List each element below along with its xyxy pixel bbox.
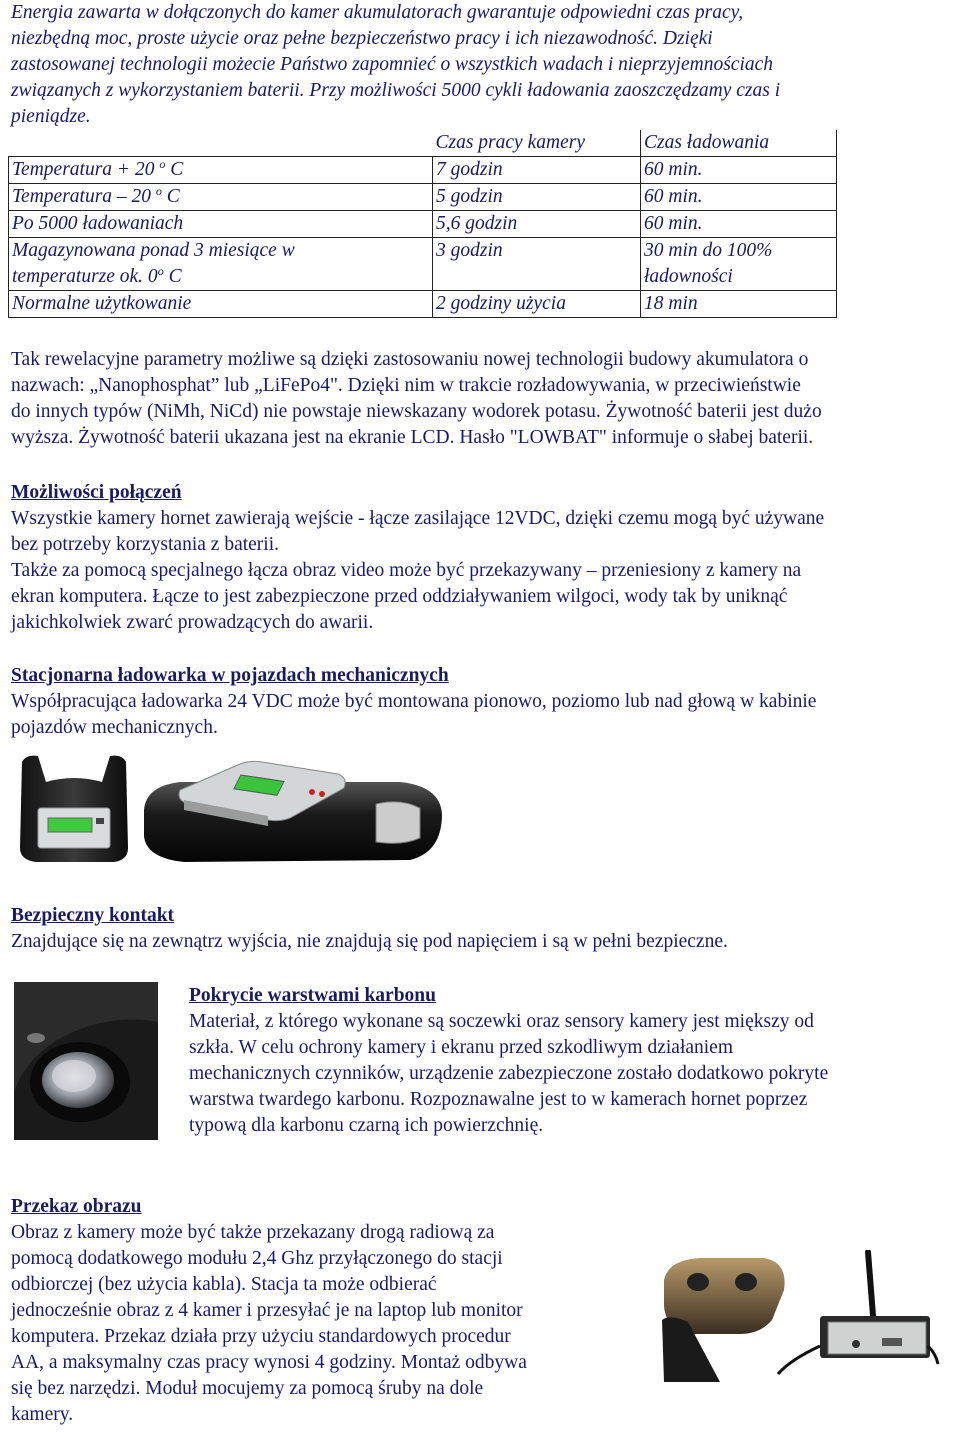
transfer-section	[11, 1194, 651, 1428]
paragraph-line: do innych typów (NiMh, NiCd) nie powstaje niewskazany wodorek potasu. Żywotność baterii jest dużo	[11, 401, 822, 422]
intro-line: pieniądze.	[11, 106, 91, 127]
paragraph-line: szkła. W celu ochrony kamery i ekranu przed szkodliwym działaniem	[189, 1037, 734, 1058]
paragraph-line: warstwa twardego karbonu. Rozpoznawalne jest to w kamerach hornet poprzez	[189, 1089, 808, 1110]
paragraph-line: kamery.	[11, 1404, 74, 1425]
paragraph-line: komputera. Przekaz działa przy użyciu standardowych procedur	[11, 1326, 511, 1347]
table-row	[9, 184, 837, 211]
charger-upright-image	[16, 752, 132, 864]
table-header-row	[9, 130, 837, 157]
paragraph-line: mechanicznych czynników, urządzenie zabezpieczone zostało dodatkowo pokryte	[189, 1063, 829, 1084]
table-cell-work-time: 5,6 godzin	[433, 211, 641, 238]
paragraph-line: Współpracująca ładowarka 24 VDC może być montowana pionowo, poziomo lub nad głową w kabinie	[11, 691, 817, 712]
paragraph-line: odbiorczej (bez użycia kabla). Stacja ta może odbierać	[11, 1274, 437, 1295]
table-cell-condition: Normalne użytkowanie	[9, 291, 433, 318]
table-header-cell: Czas pracy kamery	[433, 130, 641, 157]
table-cell-work-time: 7 godzin	[433, 157, 641, 184]
table-row	[9, 238, 837, 291]
table-cell-charge-time: 60 min.	[641, 157, 837, 184]
section-heading: Przekaz obrazu	[11, 1196, 142, 1217]
section-heading: Możliwości połączeń	[11, 482, 182, 503]
connections-section	[11, 480, 956, 636]
paragraph-line: się bez narzędzi. Moduł mocujemy za pomocą śruby na dole	[11, 1378, 484, 1399]
paragraph-line: bez potrzeby korzystania z baterii.	[11, 534, 280, 555]
paragraph-line: Obraz z kamery może być także przekazany drogą radiową za	[11, 1222, 495, 1243]
table-cell-condition: Magazynowana ponad 3 miesiące w temperaturze ok. 0$^o$ C	[9, 238, 433, 291]
intro-line: związanych z wykorzystaniem baterii. Przy możliwości 5000 cykli ładowania zaoszczędzamy czas i	[11, 80, 781, 101]
section-heading: Pokrycie warstwami karbonu	[189, 985, 436, 1006]
paragraph-line: Materiał, z którego wykonane są soczewki oraz sensory kamery jest miększy od	[189, 1011, 814, 1032]
carbon-section	[189, 983, 949, 1139]
section-heading: Stacjonarna ładowarka w pojazdach mechanicznych	[11, 665, 449, 686]
paragraph-line: jakichkolwiek zwarć prowadzących do awarii.	[11, 612, 374, 633]
paragraph-line: Znajdujące się na zewnątrz wyjścia, nie znajdują się pod napięciem i są w pełni bezpieczne.	[11, 931, 728, 952]
paragraph-line: ekran komputera. Łącze to jest zabezpieczone przed oddziaływaniem wilgoci, wody tak by uniknąć	[11, 586, 788, 607]
section-heading: Bezpieczny kontakt	[11, 905, 175, 926]
table-cell-work-time: 3 godzin	[433, 238, 641, 291]
carbon-lens-image	[14, 982, 158, 1140]
table-cell-work-time: 2 godziny użycia	[433, 291, 641, 318]
table-row	[9, 291, 837, 318]
intro-line: niezbędną moc, proste użycie oraz pełne bezpieczeństwo pracy i ich niezawodność. Dzięki	[11, 28, 713, 49]
table-cell-charge-time: 60 min.	[641, 211, 837, 238]
paragraph-line: nazwach: „Nanophosphat” lub „LiFePo4". Dzięki nim w trakcie rozładowywania, w przeciwieństwie	[11, 375, 801, 396]
paragraph-line: jednocześnie obraz z 4 kamer i przesyłać je na laptop lub monitor	[11, 1300, 523, 1321]
table-cell-condition: Po 5000 ładowaniach	[9, 211, 433, 238]
paragraph-line: Także za pomocą specjalnego łącza obraz video może być przekazywany – przeniesiony z kamery na	[11, 560, 802, 581]
battery-spec-table	[8, 130, 837, 318]
intro-line: Energia zawarta w dołączonych do kamer akumulatorach gwarantuje odpowiedni czas pracy,	[11, 2, 744, 23]
table-cell-charge-time: 18 min	[641, 291, 837, 318]
table-header-cell: Czas ładowania	[641, 130, 837, 157]
paragraph-line: typową dla karbonu czarną ich powierzchnię.	[189, 1115, 544, 1136]
paragraph-line: pojazdów mechanicznych.	[11, 717, 218, 738]
paragraph-line: wyższa. Żywotność baterii ukazana jest na ekranie LCD. Hasło "LOWBAT" informuje o słabej baterii.	[11, 427, 814, 448]
table-cell-charge-time: 30 min do 100% ładowności	[641, 238, 837, 291]
table-cell-condition: Temperatura + 20 $^o$ C	[9, 157, 433, 184]
intro-paragraph	[11, 0, 956, 130]
technology-paragraph	[11, 347, 956, 451]
charger-section	[11, 663, 956, 741]
paragraph-line: Tak rewelacyjne parametry możliwe są dzięki zastosowaniu nowej technologii budowy akumulatora o	[11, 349, 809, 370]
table-row	[9, 211, 837, 238]
charger-horizontal-image	[140, 752, 446, 872]
paragraph-line: Wszystkie kamery hornet zawierają wejście - łącze zasilające 12VDC, dzięki czemu mogą być używane	[11, 508, 825, 529]
table-header-cell	[9, 130, 433, 157]
paragraph-line: AA, a maksymalny czas pracy wynosi 4 godziny. Montaż odbywa	[11, 1352, 527, 1373]
table-cell-charge-time: 60 min.	[641, 184, 837, 211]
intro-line: zastosowanej technologii możecie Państwo zapomnieć o wszystkich wadach i nieprzyjemnościach	[11, 54, 774, 75]
safe-contact-section	[11, 903, 956, 955]
table-cell-work-time: 5 godzin	[433, 184, 641, 211]
paragraph-line: pomocą dodatkowego modułu 2,4 Ghz przyłączonego do stacji	[11, 1248, 503, 1269]
wireless-transmitter-image	[660, 1250, 944, 1382]
table-row	[9, 157, 837, 184]
table-cell-condition: Temperatura – 20 $^o$ C	[9, 184, 433, 211]
